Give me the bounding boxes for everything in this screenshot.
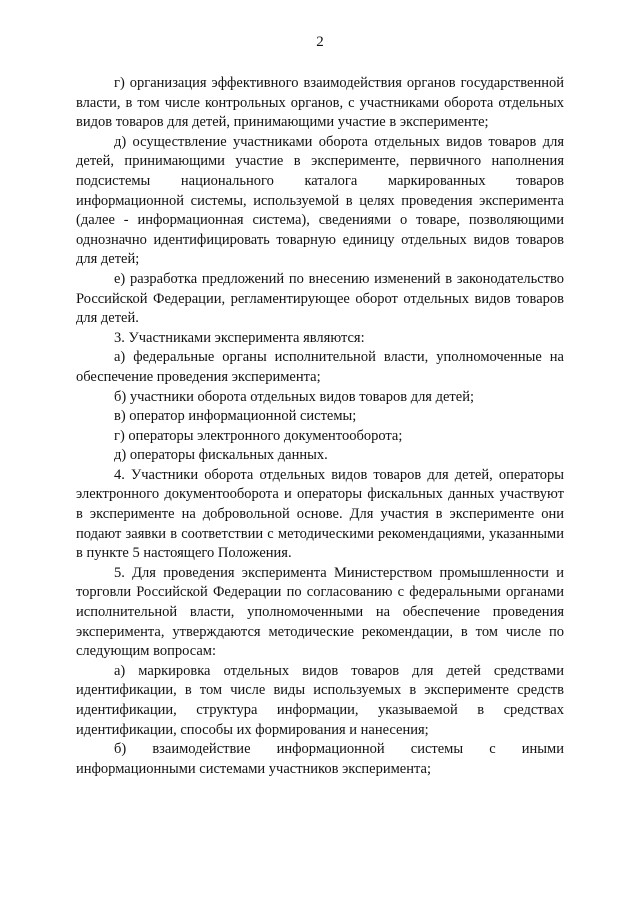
paragraph-3d: д) операторы фискальных данных.	[114, 447, 328, 464]
page-number: 2	[316, 34, 324, 50]
paragraph-d-catalog: д) осуществление участниками оборота отдельных видов товаров для детей, принимающими участие в эксперименте, первичного наполнения подсистемы национального каталога маркированных товаров информационной системы, используемой в целях проведения эксперимента (далее - информационная система), сведениями о товаре, позволяющими однозначно идентифицировать товарную единицу отдельных видов товаров для детей;	[76, 133, 564, 268]
paragraph-3a: а) федеральные органы исполнительной власти, уполномоченные на обеспечение проведения эксперимента;	[76, 349, 564, 385]
paragraph-5b: б) взаимодействие информационной системы с иными информационными системами участников эксперимента;	[76, 741, 564, 777]
paragraph-4-voluntary: 4. Участники оборота отдельных видов товаров для детей, операторы электронного документооборота и операторы фискальных данных участвуют в эксперименте на добровольной основе. Для участия в эксперименте они подают заявки в соответствии с методическими рекомендациями, указанными в пункте 5 настоящего Положения.	[76, 466, 564, 562]
paragraph-3-participants: 3. Участниками эксперимента являются:	[114, 329, 365, 346]
paragraph-5a: а) маркировка отдельных видов товаров для детей средствами идентификации, в том числе виды используемых в эксперименте средств идентификации, структура информации, указываемой в средствах идентификации, способы их формирования и нанесения;	[76, 662, 564, 738]
paragraph-5-recommendations: 5. Для проведения эксперимента Министерством промышленности и торговли Российской Федерации по согласованию с федеральными органами исполнительной власти, уполномоченными на обеспечение проведения эксперимента, утверждаются методические рекомендации, в том числе по следующим вопросам:	[76, 564, 564, 660]
paragraph-3g: г) операторы электронного документооборота;	[114, 427, 403, 444]
paragraph-3b: б) участники оборота отдельных видов товаров для детей;	[114, 388, 474, 405]
paragraph-e-legislation: е) разработка предложений по внесению изменений в законодательство Российской Федерации, регламентирующее оборот отдельных видов товаров для детей.	[76, 270, 564, 327]
paragraph-g-organization: г) организация эффективного взаимодействия органов государственной власти, в том числе контрольных органов, с участниками оборота отдельных видов товаров для детей, принимающими участие в эксперименте;	[76, 75, 564, 131]
paragraph-3v: в) оператор информационной системы;	[114, 408, 357, 425]
document-body	[76, 74, 564, 779]
